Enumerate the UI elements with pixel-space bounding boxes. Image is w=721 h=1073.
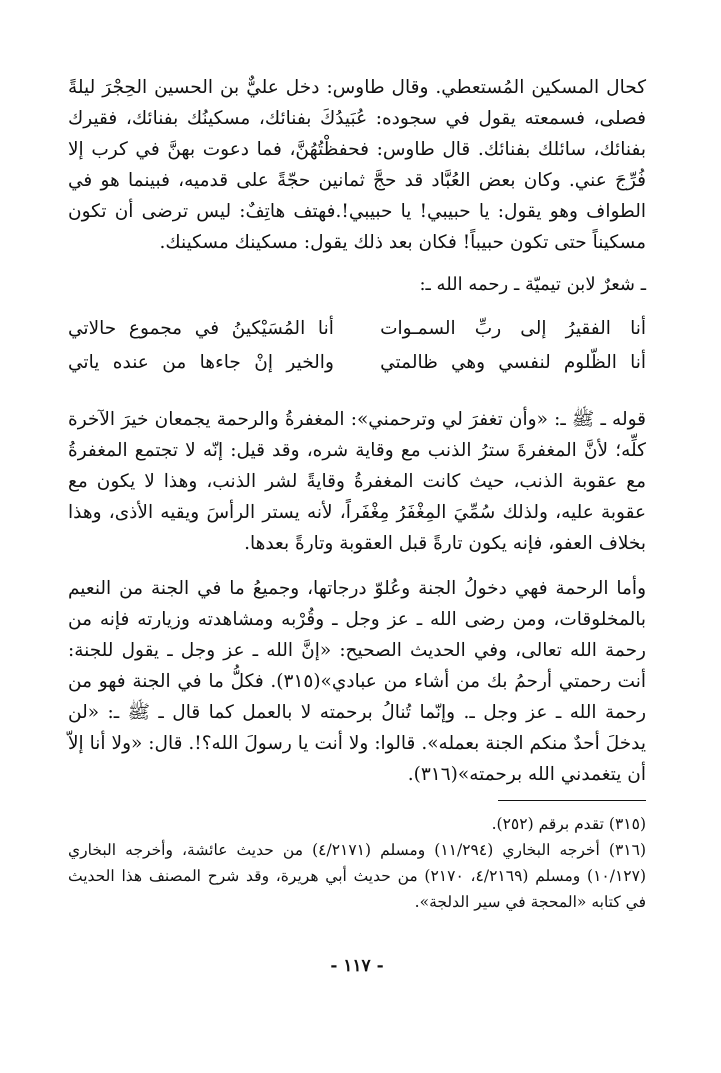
poem-line xyxy=(68,314,646,344)
paragraph-maghfira: قوله ـ ﷺ ـ: «وأن تغفرَ لي وترحمني»: المغفرةُ والرحمة يجمعان خيرَ الآخرة كلِّه؛ لأنَّ المغفرةَ سترُ الذنب مع وقاية شره، وقد قيل: إنّه لا تجتمع المغفرةُ مع عقوبة الذنب، حيث كانت المغفرةُ وقايةً لشر الذنب، وهذا لا يكون مع عقوبة عليه، ولذلك سُمِّيَ المِغْفَرُ مِغْفَراً، لأنه يستر الرأسَ ويقيه الأذى، وهذا بخلاف العفو، فإنه يكون تارةً قبل العقوبة وتارةً بعدها. xyxy=(68,409,646,554)
footnote-separator xyxy=(498,800,646,801)
book-page xyxy=(68,72,646,1052)
main-text xyxy=(68,72,646,790)
footnotes xyxy=(68,811,646,915)
footnote-315: (٣١٥) تقدم برقم (٢٥٢). xyxy=(491,815,646,833)
footnote-316: (٣١٦) أخرجه البخاري (١١/٢٩٤) ومسلم (٤/٢١٧١) من حديث عائشة، وأخرجه البخاري (١٠/١٢٧) ومسلم (٤/٢١٦٩، ٢١٧٠) من حديث أبي هريرة، وقد شرح المصنف هذا الحديث في كتابه «المحجة في سير الدلجة». xyxy=(68,841,646,911)
poem-title: ـ شعرٌ لابن تيميّة ـ رحمه الله ـ: xyxy=(419,274,646,295)
poem-hemistich-first: أنا الفقيرُ إلى ربِّ السمـوات xyxy=(380,318,646,339)
poem-line xyxy=(68,348,646,378)
poem-hemistich-first: أنا الظّلوم لنفسي وهي ظالمتي xyxy=(380,352,646,373)
paragraph-tawus: كحال المسكين المُستعطي. وقال طاوس: دخل عليٌّ بن الحسين الحِجْرَ ليلةً فصلى، فسمعته يقول في سجوده: عُبَيدُكَ بفنائك، مسكينُك بفنائك، فقيرك بفنائك، سائلك بفنائك. قال طاوس: فحفظْتُهُنَّ، فما دعوت بهنَّ في كرب إلا فُرِّجَ عني. وكان بعض العُبَّاد قد حجَّ ثمانين حجّةً على قدميه، فبينما هو في الطواف وهو يقول: يا حبيبي! يا حبيبي!.فهتف هاتِفٌ: ليس ترضى أن تكون مسكيناً حتى تكون حبيباً! فكان بعد ذلك يقول: مسكينك مسكينك. xyxy=(68,77,646,253)
poem xyxy=(68,314,646,378)
paragraph-rahma: وأما الرحمة فهي دخولُ الجنة وعُلوّ درجاتها، وجميعُ ما في الجنة من النعيم بالمخلوقات، ومن رضى الله ـ عز وجل ـ وقُرْبه ومشاهدته وزيارته فإنه من رحمة الله تعالى، وفي الحديث الصحيح: «إنَّ الله ـ عز وجل ـ يقول للجنة: أنت رحمتي أرحمُ بك من أشاء من عبادي»(٣١٥). فكلُّ ما في الجنة فهو من رحمة الله ـ عز وجل ـ. وإنّما تُنالُ برحمته لا بالعمل كما قال ـ ﷺ ـ: «لن يدخلَ أحدٌ منكم الجنة بعمله». قالوا: ولا أنت يا رسولَ الله؟!. قال: «ولا أنا إلاّ أن يتغمدني الله برحمته»(٣١٦). xyxy=(68,578,646,785)
poem-hemistich-second: أنا المُسَيْكينُ في مجموع حالاتي xyxy=(68,318,334,339)
poem-hemistich-second: والخير إنْ جاءها من عنده ياتي xyxy=(68,352,334,373)
page-number: - ١١٧ - xyxy=(330,956,384,976)
footnote-separator-wrap xyxy=(68,796,646,811)
